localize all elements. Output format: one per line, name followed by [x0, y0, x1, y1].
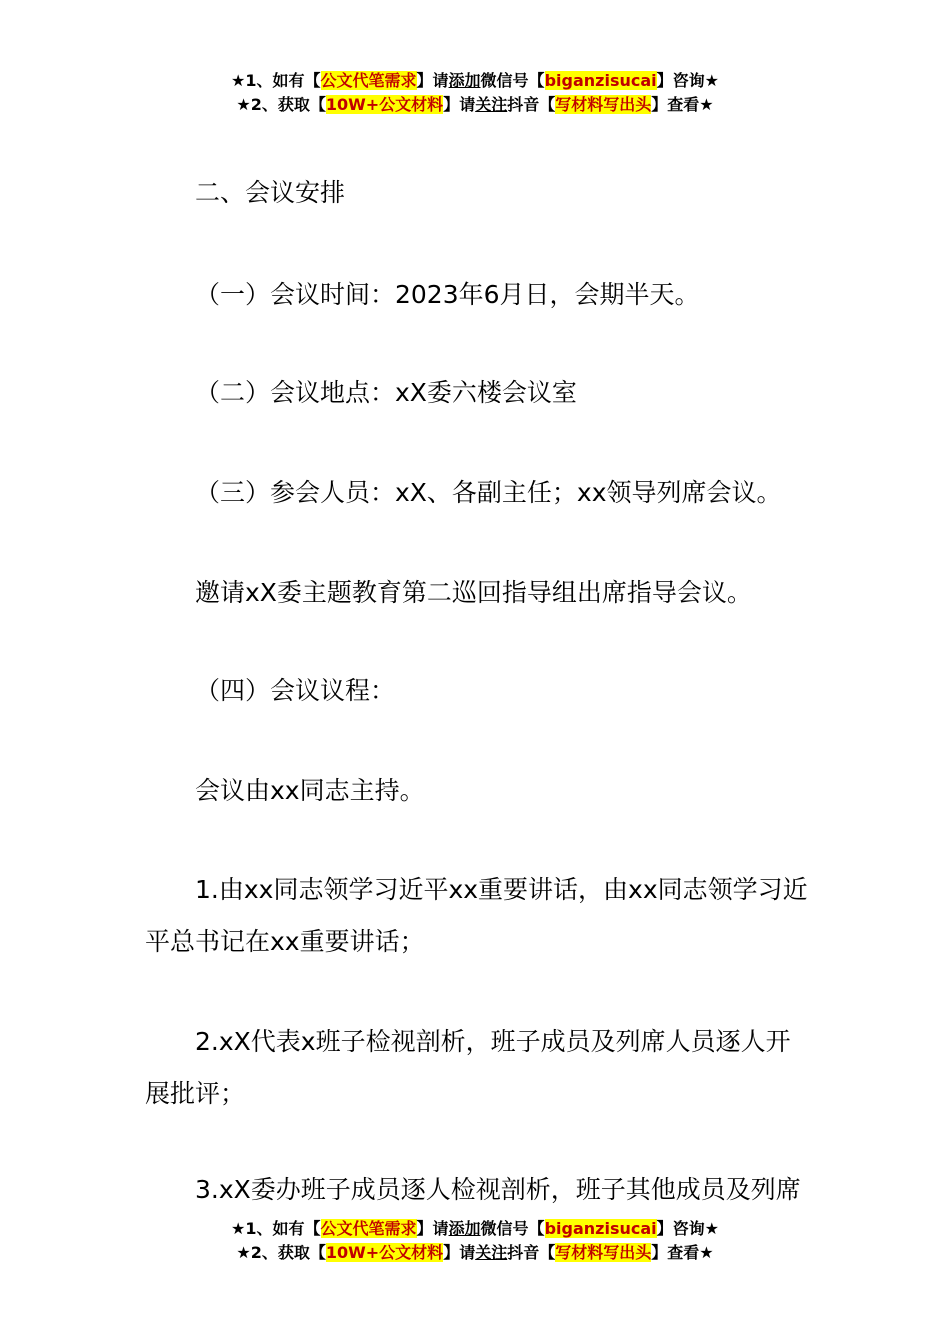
- header-banner: [0, 69, 950, 117]
- banner-text: ★2、获取【: [236, 95, 326, 114]
- paragraph-agenda-item-3: 3.xX委办班子成员逐人检视剖析，班子其他成员及列席: [195, 1175, 801, 1204]
- banner-text: 】请: [416, 1219, 449, 1238]
- banner-text: 】咨询★: [656, 1219, 719, 1238]
- banner-underline: 添加: [448, 71, 481, 90]
- banner-highlight: 10W+公文材料: [325, 95, 444, 114]
- banner-text: ★2、获取【: [236, 1243, 326, 1262]
- paragraph-host: 会议由xx同志主持。: [195, 776, 425, 805]
- banner-line-2: [0, 93, 950, 117]
- banner-underline: 关注: [475, 1243, 508, 1262]
- banner-text: 抖音【: [507, 95, 556, 114]
- paragraph-agenda-item-1: 1.由xx同志领学习近平xx重要讲话，由xx同志领学习近平总书记在xx重要讲话；: [145, 875, 808, 956]
- section-heading: 二、会议安排: [195, 178, 346, 207]
- banner-text: 】请: [416, 71, 449, 90]
- banner-text: 】咨询★: [656, 71, 719, 90]
- banner-highlight: biganzisucai: [544, 1219, 657, 1238]
- banner-text: 】查看★: [651, 95, 714, 114]
- paragraph-attendees: （三）参会人员：xX、各副主任；xx领导列席会议。: [195, 478, 782, 507]
- banner-text: ★1、如有【: [231, 71, 321, 90]
- banner-text: 】请: [443, 95, 476, 114]
- banner-line-2: [0, 1241, 950, 1265]
- banner-text: 】查看★: [651, 1243, 714, 1262]
- banner-text: 微信号【: [480, 1219, 545, 1238]
- banner-highlight: biganzisucai: [544, 71, 657, 90]
- banner-highlight: 公文代笔需求: [320, 71, 417, 90]
- paragraph-agenda-heading: （四）会议议程：: [195, 676, 396, 705]
- banner-highlight: 10W+公文材料: [325, 1243, 444, 1262]
- paragraph-meeting-location: （二）会议地点：xX委六楼会议室: [195, 378, 577, 407]
- banner-line-1: [0, 69, 950, 93]
- banner-text: 】请: [443, 1243, 476, 1262]
- footer-banner: [0, 1217, 950, 1265]
- paragraph-agenda-item-2: 2.xX代表x班子检视剖析，班子成员及列席人员逐人开展批评；: [145, 1027, 791, 1108]
- banner-underline: 添加: [448, 1219, 481, 1238]
- banner-highlight: 写材料写出头: [555, 95, 652, 114]
- banner-text: 微信号【: [480, 71, 545, 90]
- banner-text: 抖音【: [507, 1243, 556, 1262]
- banner-underline: 关注: [475, 95, 508, 114]
- banner-text: ★1、如有【: [231, 1219, 321, 1238]
- banner-line-1: [0, 1217, 950, 1241]
- paragraph-meeting-time: （一）会议时间：2023年6月日，会期半天。: [195, 280, 700, 309]
- paragraph-invitation: 邀请xX委主题教育第二巡回指导组出席指导会议。: [195, 578, 752, 607]
- banner-highlight: 写材料写出头: [555, 1243, 652, 1262]
- banner-highlight: 公文代笔需求: [320, 1219, 417, 1238]
